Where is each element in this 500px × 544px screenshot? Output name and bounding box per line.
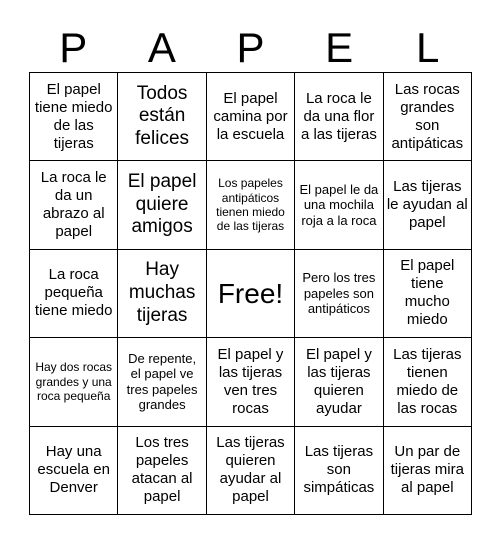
bingo-header [29, 24, 472, 72]
bingo-cell[interactable]: El papel tiene mucho miedo [384, 250, 472, 338]
header-letter: P [236, 24, 265, 71]
bingo-cell[interactable]: Las rocas grandes son antipáticas [384, 73, 472, 161]
bingo-cell[interactable]: Hay dos rocas grandes y una roca pequeña [30, 338, 118, 426]
bingo-cell[interactable]: El papel camina por la escuela [207, 73, 295, 161]
bingo-cell[interactable]: Las tijeras tienen miedo de las rocas [384, 338, 472, 426]
bingo-cell[interactable]: De repente, el papel ve tres papeles grandes [118, 338, 206, 426]
bingo-cell[interactable]: El papel le da una mochila roja a la roca [295, 161, 383, 249]
header-letter: E [325, 24, 354, 71]
bingo-cell[interactable]: Los papeles antipáticos tienen miedo de las tijeras [207, 161, 295, 249]
bingo-cell[interactable]: Pero los tres papeles son antipáticos [295, 250, 383, 338]
bingo-cell[interactable]: Un par de tijeras mira al papel [384, 427, 472, 515]
bingo-board [29, 72, 472, 515]
bingo-cell[interactable]: Las tijeras son simpáticas [295, 427, 383, 515]
bingo-cell[interactable]: Hay una escuela en Denver [30, 427, 118, 515]
bingo-cell[interactable]: El papel y las tijeras quieren ayudar [295, 338, 383, 426]
header-letter: L [416, 24, 440, 71]
bingo-cell[interactable]: Hay muchas tijeras [118, 250, 206, 338]
bingo-cell[interactable]: Las tijeras quieren ayudar al papel [207, 427, 295, 515]
bingo-cell[interactable]: El papel y las tijeras ven tres rocas [207, 338, 295, 426]
bingo-cell[interactable]: Las tijeras le ayudan al papel [384, 161, 472, 249]
bingo-cell[interactable]: El papel quiere amigos [118, 161, 206, 249]
bingo-cell[interactable]: El papel tiene miedo de las tijeras [30, 73, 118, 161]
free-space[interactable]: Free! [207, 250, 295, 338]
header-letter: A [147, 24, 176, 71]
header-letter: P [59, 24, 88, 71]
bingo-cell[interactable]: La roca le da un abrazo al papel [30, 161, 118, 249]
bingo-cell[interactable]: Todos están felices [118, 73, 206, 161]
bingo-cell[interactable]: La roca pequeña tiene miedo [30, 250, 118, 338]
bingo-cell[interactable]: Los tres papeles atacan al papel [118, 427, 206, 515]
bingo-cell[interactable]: La roca le da una flor a las tijeras [295, 73, 383, 161]
